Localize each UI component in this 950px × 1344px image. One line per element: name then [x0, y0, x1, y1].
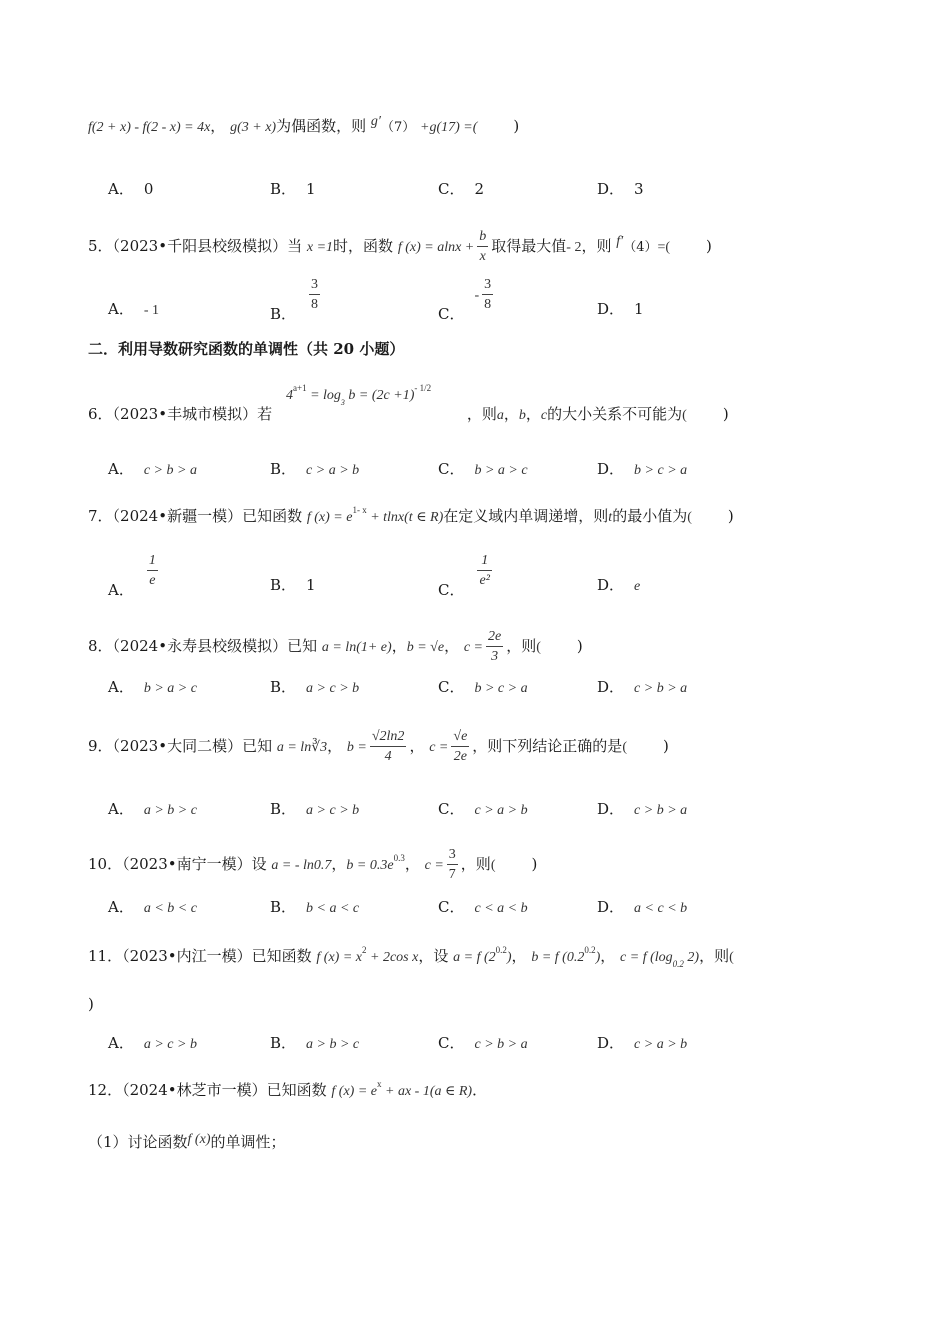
q4-g-prime: g′: [370, 114, 381, 129]
q10-stem: 10．（2023•南宁一模）设 a = - ln0.7，$b = 0.3e^{0.3}$， c = $\frac{3}{7}$ ，则( ): [88, 847, 538, 882]
q5-func-frac: $\frac{b}{x}$: [479, 229, 487, 264]
q10-options: [108, 896, 748, 920]
q9-option-a[interactable]: A． a > b > c: [108, 800, 197, 818]
q12-stem: 12．（2024•林芝市一模）已知函数 f $(x) = e^x$ + ax - 1(a ∈ R)．: [88, 1079, 488, 1099]
q6-option-b[interactable]: B． c > a > b: [270, 460, 360, 478]
q4-option-d[interactable]: D． 3: [597, 180, 644, 198]
q9-option-c[interactable]: C． c > a > b: [438, 800, 528, 818]
q6-options: [108, 458, 748, 482]
q11-option-b[interactable]: B． a > b > c: [270, 1034, 360, 1052]
q4-expr2: g(3 + x): [230, 120, 277, 135]
q7-option-d[interactable]: D． e: [597, 576, 641, 594]
q8-option-b[interactable]: B． a > c > b: [270, 678, 360, 696]
q5-option-b[interactable]: B． $\frac{3}{8}$: [270, 277, 319, 323]
q9-c-frac: $\frac{√e}{2e}$: [453, 729, 468, 764]
section-2-heading: 二．利用导数研究函数的单调性（共 20 小题）: [88, 340, 405, 358]
q7-options: [108, 553, 748, 599]
q12-func: f $(x) = e^x$ + ax - 1(a ∈ R): [331, 1079, 473, 1099]
q9-options: [108, 798, 748, 822]
q10-option-c[interactable]: C． c < a < b: [438, 898, 528, 916]
q9-option-d[interactable]: D． c > b > a: [597, 800, 688, 818]
q4-options: [108, 178, 748, 202]
q11-options: [108, 1032, 748, 1056]
q5-option-c[interactable]: C．- $\frac{3}{8}$: [438, 277, 492, 323]
q7-func: f $(x) = e^{1- x} + tlnx(t$ ∈ R): [306, 505, 444, 525]
q11-stem: 11．（2023•内江一模）已知函数 f $(x) = x^2 + 2\cos$ x，设 a = f $(2^{0.2})$， b = f $(0.2^{0.2})$， c = f ($\log_{0.2}$ 2)，则(: [88, 945, 734, 969]
q4-option-c[interactable]: C． 2: [438, 180, 485, 198]
q8-options: [108, 676, 748, 700]
q5-option-a[interactable]: A． - 1: [108, 300, 160, 318]
q10-option-a[interactable]: A． a < b < c: [108, 898, 197, 916]
q8-number: 8．: [88, 637, 113, 655]
q4-option-a[interactable]: A． 0: [108, 180, 154, 198]
q7-option-a[interactable]: A． $\frac{1}{e}$: [108, 553, 156, 599]
q11-option-c[interactable]: C． c > b > a: [438, 1034, 528, 1052]
q5-options: [108, 277, 748, 323]
q7-number: 7．: [88, 507, 113, 525]
q6-option-c[interactable]: C． b > a > c: [438, 460, 528, 478]
q9-b-frac: $\frac{√2\ln 2}{4}$: [371, 729, 405, 764]
q11-number: 11．: [88, 947, 123, 965]
q10-number: 10．: [88, 855, 123, 873]
q4-expr3: +g(17) =(: [420, 120, 478, 135]
q5-stem: 5．（2023•千阳县校级模拟）当 x =1时，函数 f (x) = alnx + $\frac{b}{x}$ 取得最大值- 2，则 f′（4）=( ): [88, 229, 712, 264]
q5-option-d[interactable]: D． 1: [597, 300, 644, 318]
q6-option-d[interactable]: D． b > c > a: [597, 460, 688, 478]
q4-stem: f(2 + x) - f(2 - x) = 4x， g(3 + x)为偶函数，则 g′（7） +g(17) =( ): [88, 114, 520, 135]
q4-expr1: f(2 + x) - f(2 - x) = 4x: [88, 120, 211, 135]
q12-number: 12．: [88, 1081, 123, 1099]
q9-stem: 9．（2023•大同二模）已知 a = ln∛3， b = $\frac{√2\ln 2}{4}$ ， c = $\frac{√e}{2e}$ ，则下列结论正确的是( ): [88, 729, 669, 764]
q11-func: f $(x) = x^2 + 2\cos$ x: [316, 945, 419, 965]
q10-option-b[interactable]: B． b < a < c: [270, 898, 360, 916]
q10-c-frac: $\frac{3}{7}$: [448, 847, 456, 882]
q10-option-d[interactable]: D． a < c < b: [597, 898, 688, 916]
q8-option-a[interactable]: A． b > a > c: [108, 678, 197, 696]
q7-option-b[interactable]: B． 1: [270, 576, 316, 594]
q5-number: 5．: [88, 237, 113, 255]
q7-stem: 7．（2024•新疆一模）已知函数 f $(x) = e^{1- x} + tlnx(t$ ∈ R)在定义域内单调递增，则t的最小值为( ): [88, 505, 734, 525]
q8-option-c[interactable]: C． b > c > a: [438, 678, 528, 696]
q6-option-a[interactable]: A． c > b > a: [108, 460, 197, 478]
q9-number: 9．: [88, 737, 113, 755]
q4-option-b[interactable]: B． 1: [270, 180, 316, 198]
q12-part1: （1）讨论函数f (x)的单调性；: [88, 1132, 286, 1151]
q8-stem: 8．（2024•永寿县校级模拟）已知 a = ln(1+ e)，b = √e， c = $\frac{2e}{3}$ ，则( ): [88, 629, 583, 664]
q11-option-d[interactable]: D． c > a > b: [597, 1034, 688, 1052]
q11-close-paren: ): [88, 995, 94, 1013]
q9-option-b[interactable]: B． a > c > b: [270, 800, 360, 818]
q8-c-frac: $\frac{2e}{3}$: [488, 629, 502, 664]
q6-number: 6．: [88, 405, 113, 423]
q6-stem: 6．（2023•丰城市模拟）若 ，则a，b，c的大小关系不可能为( ): [88, 405, 729, 423]
q8-option-d[interactable]: D． c > b > a: [597, 678, 688, 696]
q6-expression: $4^{a+1} = \log_3 b = (2c +1)^{- 1/2}$: [286, 383, 432, 407]
q5-func: f (x) = alnx +: [397, 240, 475, 255]
q11-option-a[interactable]: A． a > c > b: [108, 1034, 197, 1052]
q7-option-c[interactable]: C． $\frac{1}{\text{e²}}$: [438, 553, 490, 599]
